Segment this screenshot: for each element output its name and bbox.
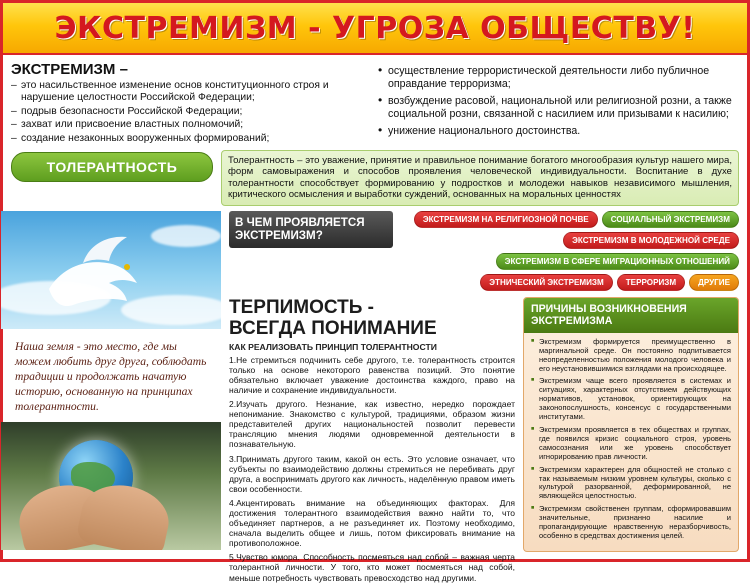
list-item: ■ Экстремизм формируется преимущественно в маргинальной среде. Он постоянно подпитывается неопределенностью положения молодого человека и его неустановившимися взглядами на происходящее. xyxy=(531,338,731,374)
list-item: • унижение национального достоинства. xyxy=(376,125,739,138)
definition-list-continued xyxy=(376,65,739,138)
tolerance-rules-list xyxy=(229,355,515,583)
manifestations-tags xyxy=(399,211,739,291)
cloud-shape xyxy=(151,225,221,247)
definition-section xyxy=(3,55,747,150)
tolerance-heading-line2: ВСЕГДА ПОНИМАНИЕ xyxy=(229,317,437,339)
manifestations-section xyxy=(229,211,739,291)
definition-term: ЭКСТРЕМИЗМ – xyxy=(11,61,128,78)
list-item: – это насильственное изменение основ конституционного строя и нарушение целостности Российской Федерации; xyxy=(11,80,366,105)
tag-terrorism: ТЕРРОРИЗМ xyxy=(617,274,685,291)
lower-section xyxy=(229,297,739,587)
rule-item: 3.Принимать другого таким, какой он есть. Это условие означает, что субъекты по взаимодействию должны стремиться не перебивать друг друга, а воспринимать другого как личность, наделённую правом иметь свои особенности. xyxy=(229,453,515,494)
quote-text: Наша земля - это место, где мы можем любить друг друга, соблюдать традиции и продолжать начатую историю, основанную на принципах толерантности. xyxy=(15,339,207,413)
list-item: ■ Экстремизм проявляется в тех обществах и группах, где появился кризис социального строя, уровень самосознания или же уровень способствует игнорированию прав личности. xyxy=(531,426,731,462)
tolerance-heading-line1: ТЕРПИМОСТЬ - xyxy=(229,296,374,318)
tolerance-rules-block xyxy=(229,297,515,587)
tag-migration-extremism: ЭКСТРЕМИЗМ В СФЕРЕ МИГРАЦИОННЫХ ОТНОШЕНИЙ xyxy=(496,253,739,270)
causes-panel xyxy=(523,297,739,552)
causes-list xyxy=(524,333,738,551)
right-content-column xyxy=(221,211,747,587)
hands-globe-photo xyxy=(1,422,221,550)
rule-item: 4.Акцентировать внимание на объединяющих факторах. Для достижения толерантного взаимодействия важно найти то, что объединяет партнеров, а не разъединяет их. Поэтому необходимо, сначала выделить общее и лишь, потом фиксировать внимание на противоположное. xyxy=(229,497,515,549)
definition-right xyxy=(376,61,739,146)
dove-photo xyxy=(1,211,221,329)
list-item: – подрыв безопасности Российской Федерации; xyxy=(11,106,366,118)
tag-ethnic-extremism: ЭТНИЧЕСКИЙ ЭКСТРЕМИЗМ xyxy=(480,274,612,291)
causes-heading: ПРИЧИНЫ ВОЗНИКНОВЕНИЯ ЭКСТРЕМИЗМА xyxy=(524,298,738,333)
main-content xyxy=(3,211,747,587)
tag-other: ДРУГИЕ xyxy=(689,274,739,291)
tolerance-subheading: КАК РЕАЛИЗОВАТЬ ПРИНЦИП ТОЛЕРАНТНОСТИ xyxy=(229,341,437,352)
manifestations-title: В ЧЕМ ПРОЯВЛЯЕТСЯ ЭКСТРЕМИЗМ? xyxy=(229,211,393,248)
list-item: • возбуждение расовой, национальной или религиозной розни, а также социальной розни, связанной с насилием или призывами к насилию; xyxy=(376,95,739,121)
tolerance-description: Толерантность – это уважение, принятие и правильное понимание богатого многообразия культур нашего мира, форм самовыражения и способов проявления человеческой индивидуальности. Воспитание в духе толерантности способствует формированию у подростков и молодежи навыков независимого мышления, критического осмысления и выработки суждений, основанных на моральных ценностях xyxy=(221,150,739,206)
page-title: ЭКСТРЕМИЗМ - УГРОЗА ОБЩЕСТВУ! xyxy=(54,10,696,46)
definition-list xyxy=(11,80,366,145)
list-item: ■ Экстремизм свойственен группам, сформировавшим значительные, признанно насилие и пропагандирующие нравственную неразборчивость, особенно в средствах достижения целей. xyxy=(531,505,731,541)
rule-item: 5.Чувство юмора. Способность посмеяться над собой – важная черта толерантной личности. У того, кто может посмеяться над собой, меньше потребность чувствовать превосходство над другими. xyxy=(229,552,515,583)
tag-social-extremism: СОЦИАЛЬНЫЙ ЭКСТРЕМИЗМ xyxy=(602,211,739,228)
rule-item: 2.Изучать другого. Незнание, как известно, нередко порождает непонимание. Знакомство с культурой, традициями, образом жизни представителей других национальностей позволит перевести трансляцию мнения людями одновременной деятельности в познавательную. xyxy=(229,399,515,450)
tag-youth-extremism: ЭКСТРЕМИЗМ В МОЛОДЕЖНОЙ СРЕДЕ xyxy=(563,232,739,249)
list-item: ■ Экстремизм чаще всего проявляется в системах и ситуациях, характерных отсутствием действующих нормативов, установок, ориентирующих на законопослушность, консенсус с государственными институтами. xyxy=(531,377,731,422)
rule-item: 1.Не стремиться подчинить себе другого, т.е. толерантность строится только на основе некоторого равенства позиций. Это понятие обязательно включает уважение достоинства каждого, право на наличие и сохранение индивидуальности. xyxy=(229,354,515,395)
definition-left xyxy=(11,61,366,146)
tolerance-badge: ТОЛЕРАНТНОСТЬ xyxy=(11,152,213,182)
list-item: • осуществление террористической деятельности либо публичное оправдание терроризма; xyxy=(376,65,739,91)
dove-icon xyxy=(31,229,151,313)
tag-religious-extremism: ЭКСТРЕМИЗМ НА РЕЛИГИОЗНОЙ ПОЧВЕ xyxy=(414,211,598,228)
list-item: ■ Экстремизм характерен для общностей не столько с так называемым низким уровнем культуры, сколько с культурой разорванной, деформированной, не являющейся целостностью. xyxy=(531,466,731,502)
poster-title-bar xyxy=(3,3,747,55)
tolerance-band xyxy=(11,150,739,206)
list-item: – захват или присвоение властных полномочий; xyxy=(11,119,366,131)
list-item: – создание незаконных вооруженных формирований; xyxy=(11,133,366,145)
left-media-column xyxy=(3,211,221,587)
